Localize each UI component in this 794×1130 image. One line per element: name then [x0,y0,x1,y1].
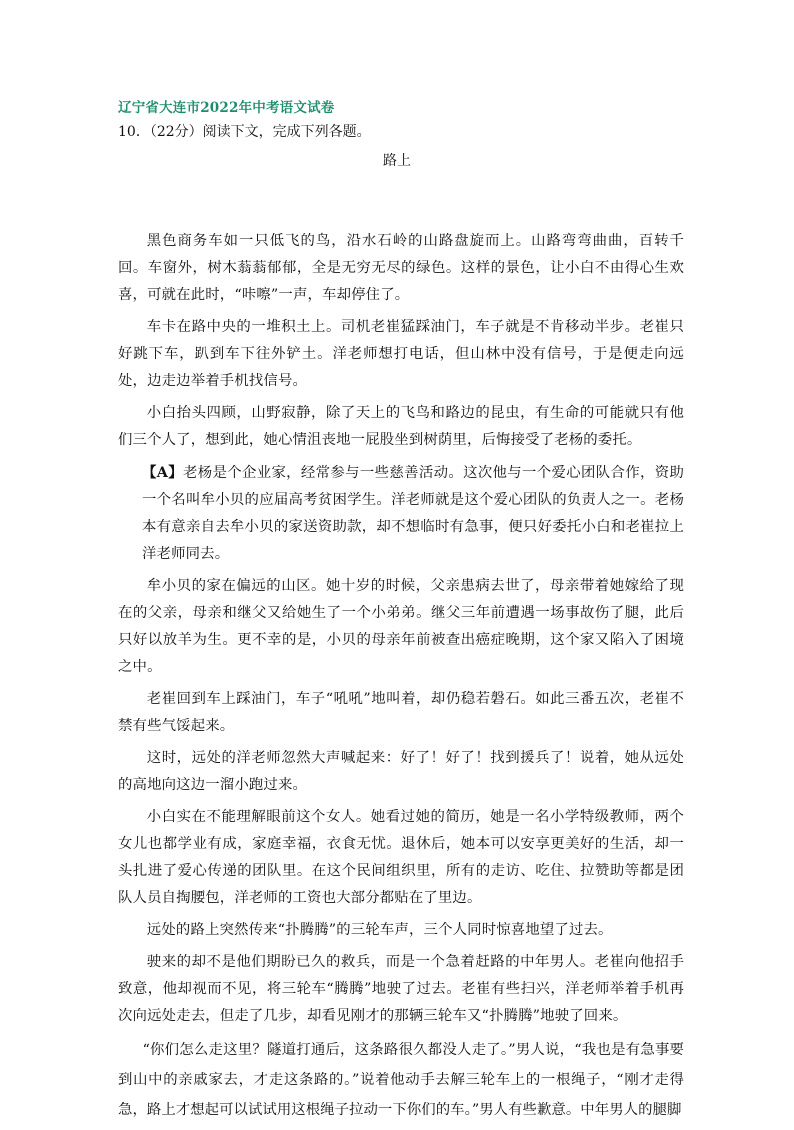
paragraph [118,1035,684,1125]
paragraph-text: 这时，远处的洋老师忽然大声喊起来：好了！好了！找到援兵了！说着，她从远处的高地向这边一溜小跑过来。 [118,750,684,793]
paragraph-text: 驶来的却不是他们期盼已久的救兵，而是一个急着赶路的中年男人。老崔向他招手致意，他却视而不见，将三轮车“腾腾”地驶了过去。老崔有些扫兴，洋老师举着手机再次向远处走去，但走了几步，却看见刚才的那辆三轮车又“扑腾腾”地驶了回来。 [118,954,684,1024]
paragraph [118,314,684,395]
paragraph-text: 老崔回到车上踩油门，车子“吼吼”地叫着，却仍稳若磐石。如此三番五次，老崔不禁有些气馁起来。 [118,691,684,734]
paragraph [118,573,684,681]
paragraph-text: 牟小贝的家在偏远的山区。她十岁的时候，父亲患病去世了，母亲带着她嫁给了现在的父亲，母亲和继父又给她生了一个小弟弟。继父三年前遭遇一场事故伤了腿，此后只好以放羊为生。更不幸的是，小贝的母亲年前被查出癌症晚期，这个家又陷入了困境之中。 [118,578,684,675]
paragraph [118,228,684,309]
paragraph-marker: 【A】 [142,464,183,481]
paragraph-text: 老杨是个企业家，经常参与一些慈善活动。这次他与一个爱心团队合作，资助一个名叫牟小贝的应届高考贫困学生。洋老师就是这个爱心团队的负责人之一。老杨本有意亲自去牟小贝的家送资助款，却不想临时有急事，便只好委托小白和老崔拉上洋老师同去。 [142,465,684,562]
paragraph [118,686,684,740]
exam-source-title: 辽宁省大连市2022年中考语文试卷 [118,100,335,116]
paragraph-marked-a [118,459,684,568]
paragraph [118,804,684,912]
paragraph-text: 黑色商务车如一只低飞的鸟，沿水石岭的山路盘旋而上。山路弯弯曲曲，百转千回。车窗外，树木蓊蓊郁郁，全是无穷无尽的绿色。这样的景色，让小白不由得心生欢喜，可就在此时，“咔嚓”一声，车却停住了。 [118,233,684,303]
paragraph [118,745,684,799]
paragraph-text: “你们怎么走这里？隧道打通后，这条路很久都没人走了。”男人说，“我也是有急事要到山中的亲戚家去，才走这条路的。”说着他动手去解三轮车上的一根绳子，“刚才走得急，路上才想起可以试试用这根绳子拉动一下你们的车。”男人有些歉意。中年男人的腿脚 [118,1042,684,1118]
paragraph-text: 小白实在不能理解眼前这个女人。她看过她的简历，她是一名小学特级教师，两个女儿也都学业有成，家庭幸福，衣食无忧。退休后，她本可以安享更美好的生活，却一头扎进了爱心传递的团队里。在这个民间组织里，所有的走访、吃住、拉赞助等都是团队人员自掏腰包，洋老师的工资也大部分都贴在了里边。 [118,809,684,906]
paragraph [118,917,684,944]
paragraph [118,949,684,1030]
paragraph-text: 小白抬头四顾，山野寂静，除了天上的飞鸟和路边的昆虫，有生命的可能就只有他们三个人了，想到此，她心情沮丧地一屁股坐到树荫里，后悔接受了老杨的委托。 [118,405,684,448]
article-title: 路上 [383,153,411,169]
paragraph [118,400,684,454]
article-body [118,228,684,1130]
paragraph-text: 车卡在路中央的一堆积土上。司机老崔猛踩油门，车子就是不肯移动半步。老崔只好跳下车，趴到车下往外铲土。洋老师想打电话，但山林中没有信号，于是便走向远处，边走边举着手机找信号。 [118,319,684,389]
question-prompt: 10．（22分）阅读下文，完成下列各题。 [118,124,371,140]
paragraph-text: 远处的路上突然传来“扑腾腾”的三轮车声，三个人同时惊喜地望了过去。 [146,922,613,938]
